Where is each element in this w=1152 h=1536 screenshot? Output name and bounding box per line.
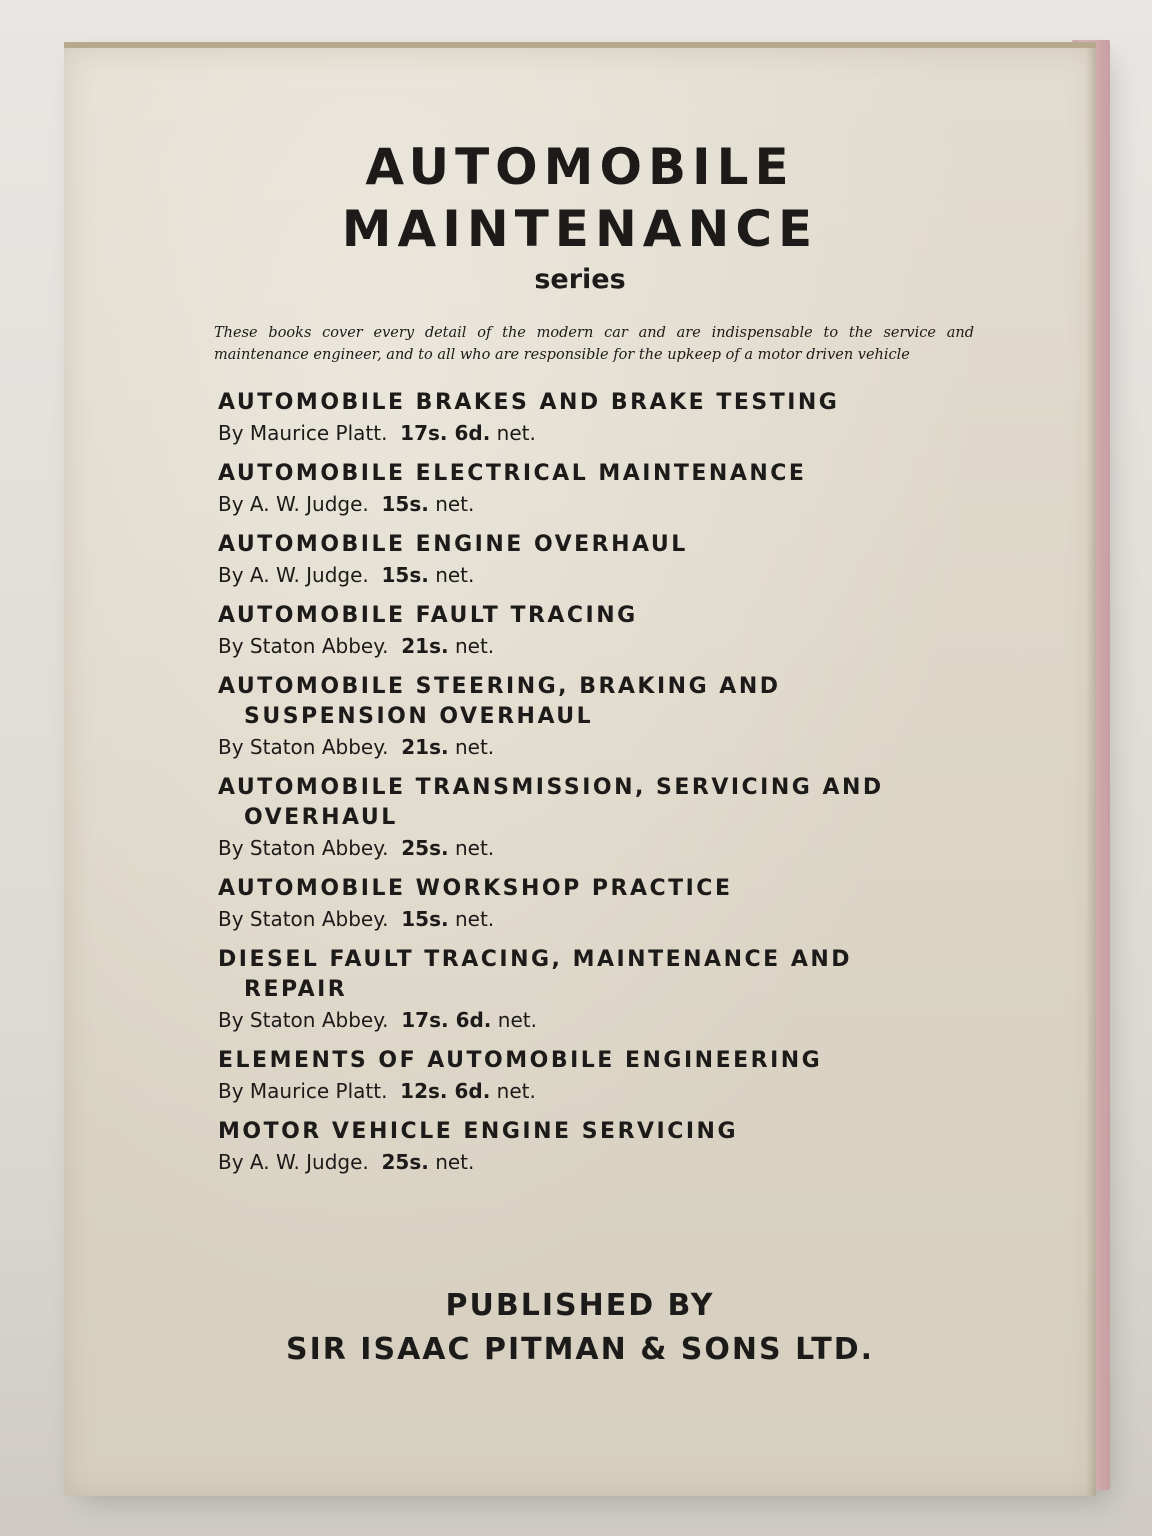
book-net: net. [454,735,495,759]
book-price: 15s. [401,907,449,931]
book-author: By Maurice Platt. [218,1079,388,1103]
book-author-price [218,418,962,448]
book-back-cover [64,42,1096,1496]
series-description: These books cover every detail of the modern car and are indispensable to the service and maintenance engineer, and to all who are responsible for the upkeep of a motor driven vehicle [214,325,974,363]
book-net: net. [454,836,495,860]
book-author-price [218,1076,962,1106]
book-title: AUTOMOBILE STEERING, BRAKING AND SUSPENSION OVERHAUL [218,674,781,729]
publisher-name: SIR ISAAC PITMAN & SONS LTD. [285,1332,874,1367]
book-author: By A. W. Judge. [218,492,369,516]
book-author: By Staton Abbey. [218,634,389,658]
book-author-price [218,833,962,863]
book-author: By A. W. Judge. [218,1150,369,1174]
book-author: By Staton Abbey. [218,735,389,759]
book-title: AUTOMOBILE ENGINE OVERHAUL [218,532,688,557]
book-author-price [218,489,962,519]
book-entry [218,530,962,590]
series-subtitle: series [534,264,626,295]
book-author: By Maurice Platt. [218,421,388,445]
book-entry [218,672,962,762]
book-price: 12s. 6d. [400,1079,491,1103]
book-entry [218,601,962,661]
book-price: 15s. [381,492,429,516]
book-author-price [218,1005,962,1035]
book-price: 15s. [381,563,429,587]
book-author: By Staton Abbey. [218,907,389,931]
book-entry [218,874,962,934]
book-author: By Staton Abbey. [218,1008,389,1032]
book-net: net. [454,907,495,931]
book-title: AUTOMOBILE BRAKES AND BRAKE TESTING [218,390,840,415]
book-net: net. [435,492,475,516]
publisher-block [64,1284,1096,1372]
book-title: MOTOR VEHICLE ENGINE SERVICING [218,1119,739,1144]
book-entry [218,459,962,519]
title-line-2: MAINTENANCE [341,200,819,258]
book-net: net. [435,563,475,587]
book-price: 17s. 6d. [401,1008,492,1032]
book-author: By A. W. Judge. [218,563,369,587]
book-net: net. [497,1008,537,1032]
book-entry [218,1117,962,1177]
book-title: ELEMENTS OF AUTOMOBILE ENGINEERING [218,1048,823,1073]
book-author-price [218,904,962,934]
book-entry [218,773,962,863]
book-entry [218,388,962,448]
book-author-price [218,1147,962,1177]
book-entry [218,1046,962,1106]
book-price: 21s. [401,634,449,658]
series-title-block [64,136,1096,295]
book-net: net. [496,1079,536,1103]
title-line-1: AUTOMOBILE [365,138,795,196]
book-list [218,388,962,1188]
book-title: AUTOMOBILE ELECTRICAL MAINTENANCE [218,461,807,486]
book-title: AUTOMOBILE FAULT TRACING [218,603,638,628]
published-by-label: PUBLISHED BY [445,1288,715,1323]
book-title: DIESEL FAULT TRACING, MAINTENANCE AND REPAIR [218,947,853,1002]
book-net: net. [496,421,536,445]
book-entry [218,945,962,1035]
book-author-price [218,732,962,762]
book-price: 17s. 6d. [400,421,491,445]
book-author: By Staton Abbey. [218,836,389,860]
book-price: 25s. [401,836,449,860]
book-title: AUTOMOBILE TRANSMISSION, SERVICING AND OVERHAUL [218,775,884,830]
book-title: AUTOMOBILE WORKSHOP PRACTICE [218,876,733,901]
book-price: 25s. [381,1150,429,1174]
book-author-price [218,631,962,661]
book-price: 21s. [401,735,449,759]
book-net: net. [435,1150,475,1174]
book-net: net. [454,634,495,658]
book-author-price [218,560,962,590]
